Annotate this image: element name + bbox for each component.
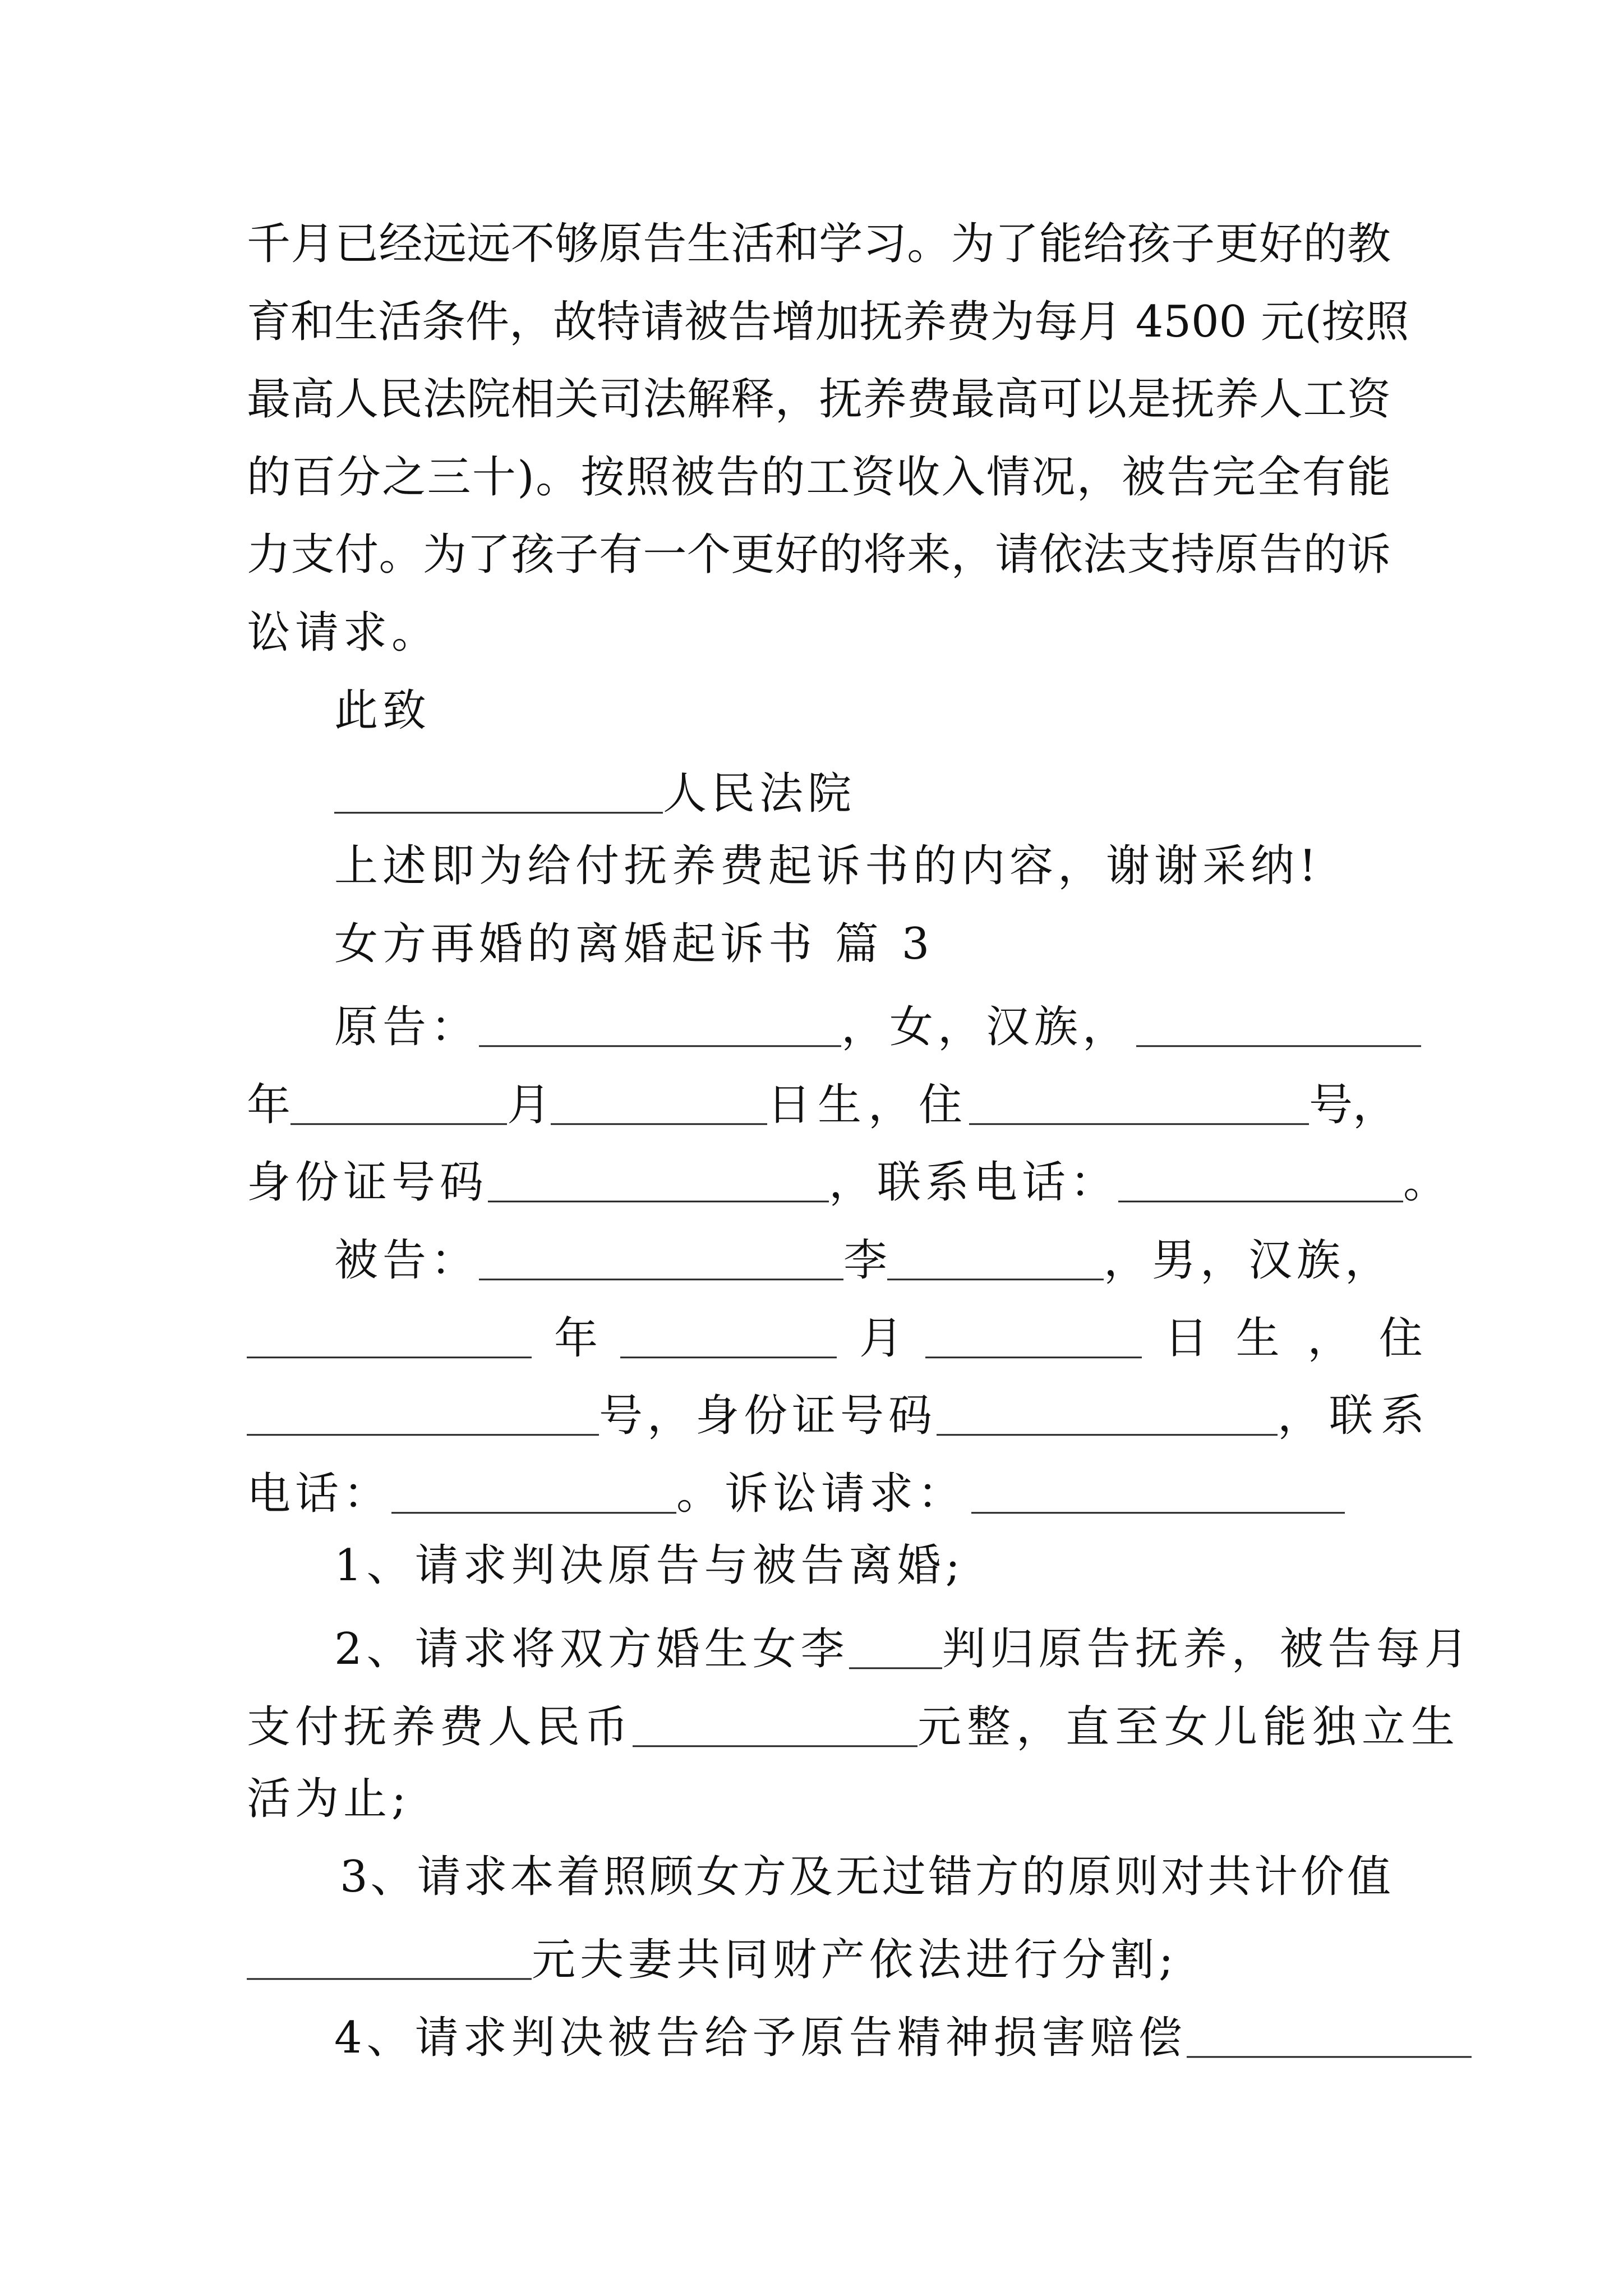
plaintiff-end: 。 [1403, 1157, 1447, 1208]
plaintiff-id-label: 身份证号码 [247, 1157, 488, 1208]
court-suffix: 人民法院 [663, 768, 856, 819]
plaintiff-name-blank [479, 1005, 841, 1047]
plaintiff-line-2 [247, 1078, 1397, 1130]
defendant-surname: 李 [843, 1235, 888, 1286]
property-value-blank [247, 1938, 532, 1980]
claim-2-line-3: 活为止; [247, 1774, 411, 1824]
claims-blank [971, 1471, 1345, 1513]
plaintiff-id-blank [488, 1160, 829, 1202]
claim-3-line-1: 3、请求本着照顾女方及无过错方的原则对共计价值 [340, 1852, 1391, 1902]
claim-2-line-1 [334, 1622, 1473, 1674]
plaintiff-month-blank [291, 1083, 507, 1125]
plaintiff-label: 原告： [334, 1001, 479, 1052]
support-amount-blank [633, 1705, 917, 1747]
plaintiff-line-1 [334, 1000, 1421, 1052]
claim-4 [334, 2010, 1472, 2063]
defendant-address-blank [247, 1393, 599, 1435]
body-line-1: 千月已经远远不够原告生活和学习。为了能给孩子更好的教 [247, 219, 1391, 269]
claim-3-line-2 [247, 1932, 1178, 1985]
defendant-birth-year-blank [247, 1316, 532, 1358]
defendant-line-4 [247, 1466, 1345, 1519]
plaintiff-hao: 号， [1309, 1079, 1397, 1130]
claim-2-part-c: 支付抚养费人民币 [247, 1701, 633, 1752]
salutation: 此致 [334, 685, 431, 736]
plaintiff-day-blank [551, 1083, 767, 1125]
plaintiff-phone-blank [1118, 1160, 1403, 1202]
plaintiff-birth-year-blank [1136, 1005, 1421, 1047]
daughter-name-blank [849, 1627, 942, 1669]
section-heading: 女方再婚的离婚起诉书 篇 3 [334, 919, 934, 969]
defendant-line-3 [247, 1388, 1433, 1441]
body-line-2: 育和生活条件，故特请被告增加抚养费为每月 4500 元(按照 [247, 297, 1409, 347]
closing-text: 上述即为给付抚养费起诉书的内容，谢谢采纳! [334, 841, 1321, 891]
body-line-3: 最高人民法院相关司法解释，抚养费最高可以是抚养人工资 [247, 374, 1391, 425]
claim-3-part-b: 元夫妻共同财产依法进行分割; [532, 1934, 1178, 1985]
defendant-contact: ，联系 [1278, 1390, 1433, 1441]
defendant-claims-label: 。诉讼请求： [676, 1468, 966, 1519]
claim-2-part-a: 2、请求将双方婚生女李 [334, 1623, 849, 1674]
plaintiff-month: 月 [507, 1079, 551, 1130]
defendant-year: 年 [554, 1313, 598, 1364]
body-line-6: 讼请求。 [247, 608, 440, 658]
defendant-given-name-blank [887, 1238, 1104, 1280]
plaintiff-line-3 [247, 1155, 1447, 1208]
claim-2-part-d: 元整，直至女儿能独立生 [917, 1701, 1461, 1752]
defendant-sex: ，男，汉族， [1104, 1235, 1394, 1286]
defendant-name-blank [479, 1238, 843, 1280]
claim-4-text: 4、请求判决被告给予原告精神损害赔偿 [334, 2012, 1187, 2063]
plaintiff-sex: ，女，汉族， [841, 1001, 1131, 1052]
defendant-label: 被告： [334, 1235, 479, 1286]
defendant-line-2 [247, 1311, 1423, 1364]
defendant-line-1 [334, 1233, 1394, 1286]
plaintiff-born: 日生，住 [767, 1079, 970, 1130]
plaintiff-address-blank [969, 1083, 1309, 1125]
defendant-phone: 电话： [247, 1468, 392, 1519]
body-line-4: 的百分之三十)。按照被告的工资收入情况，被告完全有能 [247, 452, 1391, 503]
claim-2-line-2 [247, 1700, 1461, 1752]
defendant-phone-blank [391, 1471, 676, 1513]
court-line [334, 766, 856, 819]
claim-2-part-b: 判归原告抚养，被告每月 [942, 1623, 1473, 1674]
defendant-born: 日 生 ， 住 [1164, 1313, 1423, 1364]
court-name-blank [334, 771, 663, 813]
damages-amount-blank [1187, 2016, 1472, 2058]
defendant-month: 月 [859, 1313, 903, 1364]
defendant-hao: 号，身份证号码 [599, 1390, 937, 1441]
defendant-day-blank [925, 1316, 1142, 1358]
plaintiff-year: 年 [247, 1079, 291, 1130]
claim-1: 1、请求判决原告与被告离婚; [334, 1540, 965, 1591]
defendant-month-blank [620, 1316, 837, 1358]
defendant-id-blank [937, 1393, 1278, 1435]
plaintiff-phone-label: ，联系电话： [829, 1157, 1119, 1208]
body-line-5: 力支付。为了孩子有一个更好的将来，请依法支持原告的诉 [247, 530, 1391, 580]
